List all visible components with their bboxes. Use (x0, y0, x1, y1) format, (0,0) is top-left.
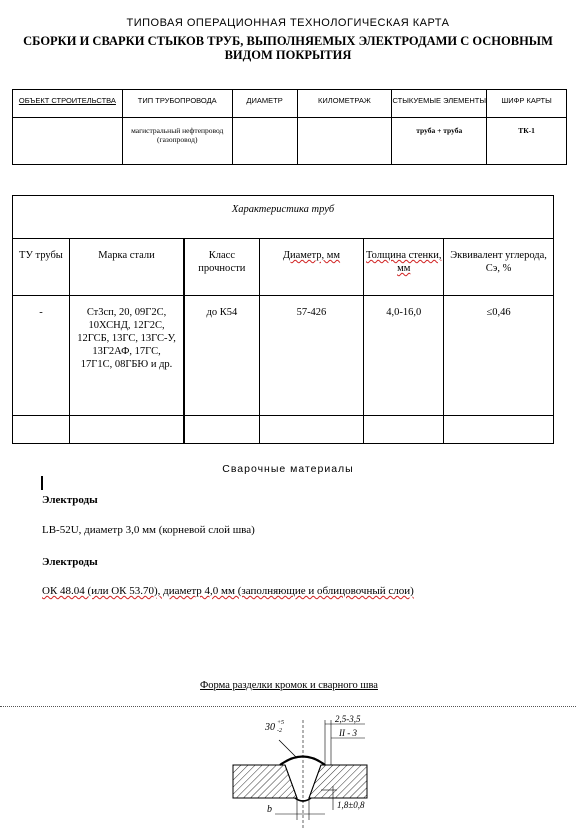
cell-diameter: 57-426 (259, 296, 364, 416)
welding-materials-heading: Сварочные материалы (222, 463, 354, 475)
electrodes-label-1: Электроды (42, 494, 98, 506)
cell-carbon-equivalent: ≤0,46 (444, 296, 554, 416)
value-object (13, 118, 123, 165)
electrodes-text-1: LB-52U, диаметр 3,0 мм (корневой слой шва) (42, 524, 255, 536)
col-header-wall-thickness: Толщина стенки, мм (364, 239, 444, 296)
angle-tolerance-minus: -2 (277, 728, 282, 734)
empty-cell (184, 416, 259, 444)
pipe-table-empty-row (13, 416, 554, 444)
value-kilometrage (297, 118, 392, 165)
gap-label: b (267, 804, 272, 815)
col-header-strength-class: Класс прочности (184, 239, 259, 296)
value-diameter (232, 118, 297, 165)
header-card-code: ШИФР КАРТЫ (487, 90, 567, 118)
empty-cell (69, 416, 184, 444)
document-title (0, 34, 576, 62)
root-dimension-label: 1,8±0,8 (337, 800, 365, 810)
cell-wall-thickness: 4,0-16,0 (364, 296, 444, 416)
col-header-tu: ТУ трубы (13, 239, 70, 296)
value-joined-elements: труба + труба (392, 118, 487, 165)
page-break-separator (0, 706, 576, 707)
right-plate-section (309, 765, 367, 798)
weld-cap (280, 757, 325, 766)
header-pipeline-type: ТИП ТРУБОПРОВОДА (122, 90, 232, 118)
document-title-line-1: СБОРКИ И СВАРКИ СТЫКОВ ТРУБ, ВЫПОЛНЯЕМЫХ ЭЛЕКТРОДАМИ С ОСНОВНЫМ (23, 34, 553, 48)
document-title-line-2: ВИДОМ ПОКРЫТИЯ (224, 48, 352, 62)
electrodes-label-2: Электроды (42, 556, 98, 568)
edge-preparation-heading: Форма разделки кромок и сварного шва (200, 680, 378, 691)
cell-strength-class: до К54 (184, 296, 259, 416)
col-header-diameter: Диаметр, мм (259, 239, 364, 296)
cell-tu: - (13, 296, 70, 416)
pipe-table-header-row (13, 239, 554, 296)
object-info-table (12, 89, 567, 165)
pipe-table-caption: Характеристика труб (13, 196, 554, 239)
col-header-carbon-equivalent: Эквивалент углерода, Сэ, % (444, 239, 554, 296)
electrodes-text-2-value: ОК 48.04 (или ОК 53.70), диаметр 4,0 мм (заполняющие и облицовочный слои) (42, 585, 414, 597)
angle-tolerance-plus: +5 (277, 720, 285, 726)
empty-cell (364, 416, 444, 444)
cell-steel-grade: Ст3сп, 20, 09Г2С, 10ХСНД, 12Г2С, 12ГСБ, 13ГС, 13ГС-У, 13Г2АФ, 17ГС, 17Г1С, 08ГБЮ и др. (69, 296, 184, 416)
pipe-table-data-row (13, 296, 554, 416)
value-pipeline-type: магистральный нефтепровод (газопровод) (122, 118, 232, 165)
empty-cell (13, 416, 70, 444)
section-label: II - 3 (339, 728, 357, 738)
col-header-steel-grade: Марка стали (69, 239, 184, 296)
value-card-code: ТК-1 (487, 118, 567, 165)
electrodes-text-2[interactable] (42, 585, 414, 597)
text-cursor (41, 476, 43, 490)
document-subtitle: ТИПОВАЯ ОПЕРАЦИОННАЯ ТЕХНОЛОГИЧЕСКАЯ КАРТА (126, 17, 450, 29)
header-diameter: ДИАМЕТР (232, 90, 297, 118)
weld-joint-drawing (225, 710, 375, 830)
object-info-header-row (13, 90, 567, 118)
width-dimension-label: 2,5-3,5 (335, 714, 361, 724)
pipe-characteristics-table (12, 195, 554, 444)
object-info-value-row (13, 118, 567, 165)
empty-cell (259, 416, 364, 444)
empty-cell (444, 416, 554, 444)
header-joined-elements: СТЫКУЕМЫЕ ЭЛЕМЕНТЫ (392, 90, 487, 118)
header-kilometrage: КИЛОМЕТРАЖ (297, 90, 392, 118)
left-plate-section (233, 765, 297, 798)
angle-label: 30 (265, 722, 275, 733)
header-object: ОБЪЕКТ СТРОИТЕЛЬСТВА (13, 90, 123, 118)
